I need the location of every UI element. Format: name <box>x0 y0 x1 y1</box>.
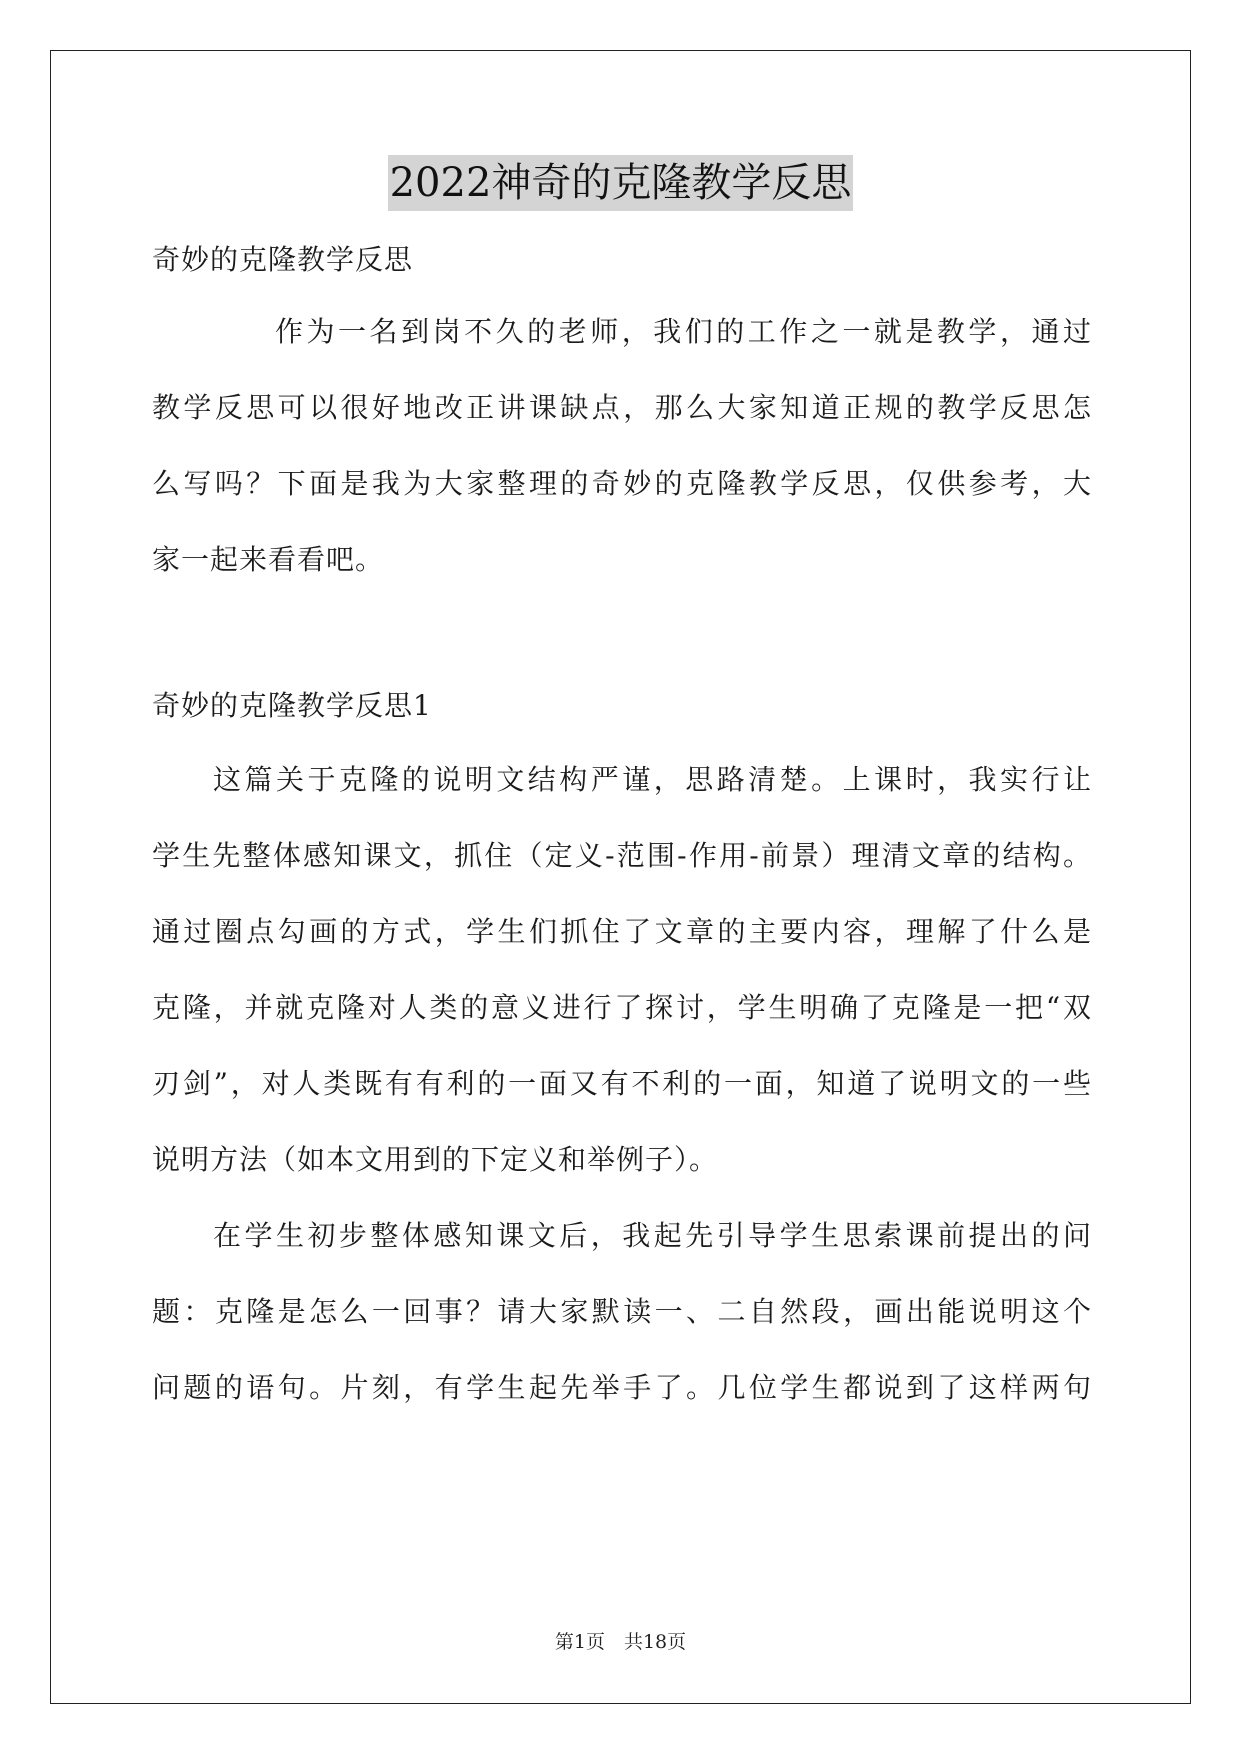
paragraph-line: 问题的语句。片刻，有学生起先举手了。几位学生都说到了这样两句 <box>152 1371 1092 1404</box>
paragraph-line: 克隆，并就克隆对人类的意义进行了探讨，学生明确了克隆是一把“双 <box>152 991 1092 1024</box>
section-heading: 奇妙的克隆教学反思1 <box>152 689 432 722</box>
paragraph-line: 刃剑”，对人类既有有利的一面又有不利的一面，知道了说明文的一些 <box>152 1067 1092 1100</box>
page-number: 第1页 共18页 <box>554 1631 687 1653</box>
section-heading: 奇妙的克隆教学反思 <box>152 243 414 276</box>
paragraph-line: 教学反思可以很好地改正讲课缺点，那么大家知道正规的教学反思怎 <box>152 391 1092 424</box>
document-title: 2022神奇的克隆教学反思 <box>388 155 854 211</box>
paragraph-line: 学生先整体感知课文，抓住（定义-范围-作用-前景）理清文章的结构。 <box>152 839 1092 872</box>
title-container <box>0 155 1241 211</box>
paragraph-line: 家一起来看看吧。 <box>152 543 385 576</box>
paragraph-line: 作为一名到岗不久的老师，我们的工作之一就是教学，通过 <box>275 315 1092 348</box>
paragraph-line: 在学生初步整体感知课文后，我起先引导学生思索课前提出的问 <box>213 1219 1092 1252</box>
paragraph-line: 这篇关于克隆的说明文结构严谨，思路清楚。上课时，我实行让 <box>213 763 1092 796</box>
paragraph-line: 通过圈点勾画的方式，学生们抓住了文章的主要内容，理解了什么是 <box>152 915 1092 948</box>
paragraph-line: 说明方法（如本文用到的下定义和举例子）。 <box>152 1143 719 1176</box>
page-border <box>50 50 1191 1704</box>
paragraph-line: 么写吗？下面是我为大家整理的奇妙的克隆教学反思，仅供参考，大 <box>152 467 1092 500</box>
paragraph-line: 题：克隆是怎么一回事？请大家默读一、二自然段，画出能说明这个 <box>152 1295 1092 1328</box>
